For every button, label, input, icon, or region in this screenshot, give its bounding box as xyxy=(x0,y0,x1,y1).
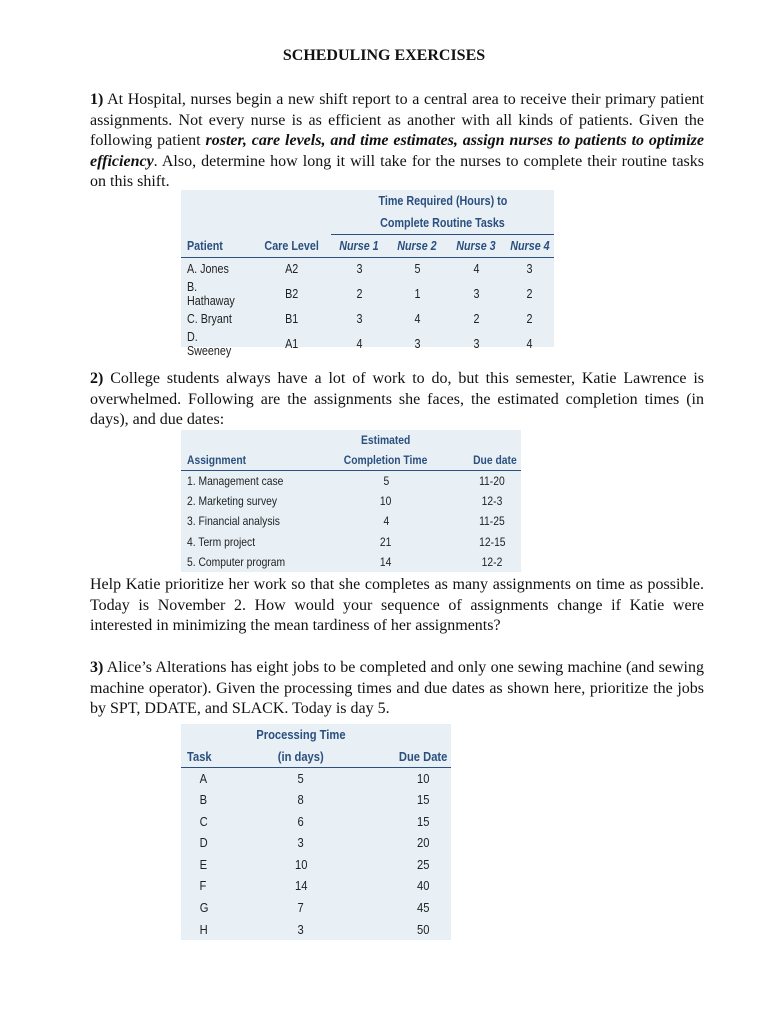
table-row xyxy=(181,854,451,876)
table-row xyxy=(181,875,451,897)
table-cell: 3. Financial analysis xyxy=(187,514,280,529)
table-cell: 21 xyxy=(380,534,392,549)
group-header: Complete Routine Tasks xyxy=(380,216,505,231)
table-cell: B1 xyxy=(285,311,299,326)
assignment-table xyxy=(181,430,521,572)
table-cell: 3 xyxy=(526,261,533,276)
table-cell: 3 xyxy=(356,311,362,326)
table-cell: 2 xyxy=(526,311,533,326)
column-header: Due date xyxy=(473,453,517,468)
column-header: Nurse 4 xyxy=(509,238,550,253)
column-header: Care Level xyxy=(264,238,320,253)
table-row xyxy=(181,810,451,832)
column-header: Estimated xyxy=(361,433,411,448)
table-cell: 4 xyxy=(414,311,420,326)
table-cell: 45 xyxy=(417,900,430,916)
table-cell: B xyxy=(199,792,208,808)
page-title: SCHEDULING EXERCISES xyxy=(282,47,486,64)
table-row xyxy=(181,511,521,531)
question-2 xyxy=(90,369,704,431)
table-cell: 2 xyxy=(473,311,479,326)
table-cell: 1 xyxy=(414,286,420,301)
table-cell: 10 xyxy=(380,494,392,509)
table-cell: G xyxy=(199,900,209,916)
question-text: Alice’s Alterations has eight jobs to be completed and only one sewing machine (and sewing machine operator). Given the processing times and due dates as shown here, prioritize the jobs by SPT, DDATE, and SLACK. Today is day 5. xyxy=(90,659,704,718)
table-cell: 25 xyxy=(417,856,430,872)
table-cell: 11-25 xyxy=(479,514,505,529)
question-number: 3) xyxy=(90,659,104,676)
column-header: Assignment xyxy=(187,453,247,468)
question-2-followup: Help Katie prioritize her work so that she completes as many assignments on time as possible. Today is November 2. How would your sequence of assignments change if Katie were interested in minimizing the mean tardiness of her assignments? xyxy=(90,576,704,635)
question-emphasis: roster, care levels, and time estimates, assign nurses to patients to optimize efficiency xyxy=(90,132,705,170)
group-header: Time Required (Hours) to xyxy=(378,194,507,209)
table-cell: A2 xyxy=(285,261,299,276)
table-cell: 20 xyxy=(417,835,430,851)
table-row xyxy=(181,308,554,330)
column-header: Nurse 2 xyxy=(397,238,437,253)
question-number: 1) xyxy=(90,91,104,108)
question-3 xyxy=(90,658,704,720)
column-header: Completion Time xyxy=(344,453,428,468)
table-cell: 7 xyxy=(297,900,305,916)
table-cell: 4 xyxy=(356,336,362,351)
table-cell: 4 xyxy=(383,514,389,529)
question-1 xyxy=(90,90,704,193)
table-cell: 8 xyxy=(297,792,305,808)
column-header: Task xyxy=(187,748,212,764)
table-cell: A. Jones xyxy=(187,261,229,276)
table-cell: 5. Computer program xyxy=(187,554,286,569)
table-cell: 5 xyxy=(383,473,389,488)
table-cell: 14 xyxy=(380,554,392,569)
jobs-table xyxy=(181,724,451,940)
table-row xyxy=(181,491,521,511)
table-cell: B. Hathaway xyxy=(187,279,235,308)
table-cell: 2 xyxy=(356,286,362,301)
table-cell: 3 xyxy=(414,336,420,351)
table-cell: 15 xyxy=(417,813,430,829)
table-cell: C. Bryant xyxy=(187,311,232,326)
table-cell: D. Sweeney xyxy=(187,329,232,358)
table-cell: 50 xyxy=(417,921,430,937)
question-text: . Also, determine how long it will take for the nurses to complete their routine tasks on this shift. xyxy=(90,152,704,191)
table-cell: 15 xyxy=(417,792,430,808)
table-cell: 12-15 xyxy=(478,534,506,549)
table-cell: 2. Marketing survey xyxy=(187,494,278,509)
table-cell: H xyxy=(199,921,208,937)
table-cell: D xyxy=(199,835,208,851)
table-cell: 4 xyxy=(526,336,533,351)
table-row xyxy=(181,832,451,854)
table-row xyxy=(181,257,554,279)
table-row xyxy=(181,280,554,308)
column-header: Due Date xyxy=(398,748,447,764)
table-cell: 3 xyxy=(297,921,305,937)
table-cell: 11-20 xyxy=(479,473,505,488)
question-text: At Hospital, nurses begin a new shift report to a central area to receive their primary patient assignments. Not every nurse is as efficient as another with all kinds of patients. Given the following patient xyxy=(90,91,704,150)
table-cell: 10 xyxy=(417,770,430,786)
table-cell: 5 xyxy=(297,770,305,786)
table-cell: F xyxy=(199,878,207,894)
nurse-table xyxy=(181,190,554,358)
table-cell: 12-3 xyxy=(481,494,503,509)
table-cell: 10 xyxy=(294,856,308,872)
table-cell: 12-2 xyxy=(481,554,503,569)
table-cell: 1. Management case xyxy=(187,473,284,488)
table-row xyxy=(181,767,451,789)
table-cell: 6 xyxy=(297,813,305,829)
table-cell: E xyxy=(199,856,208,872)
column-header: Processing Time xyxy=(256,727,346,743)
table-cell: A xyxy=(199,770,208,786)
table-row xyxy=(181,330,554,358)
table-row xyxy=(181,531,521,551)
table-cell: 5 xyxy=(414,261,420,276)
table-row xyxy=(181,897,451,919)
column-header: Patient xyxy=(187,238,223,253)
table-cell: 3 xyxy=(473,336,479,351)
column-header: Nurse 1 xyxy=(339,238,379,253)
table-cell: 3 xyxy=(473,286,479,301)
column-header: (in days) xyxy=(278,748,324,764)
table-cell: A1 xyxy=(285,336,299,351)
question-text: College students always have a lot of work to do, but this semester, Katie Lawrence is overwhelmed. Following are the assignments she faces, the estimated completion times (in days), and due dates: xyxy=(90,370,704,429)
table-cell: 2 xyxy=(526,286,533,301)
table-cell: B2 xyxy=(285,286,299,301)
table-row xyxy=(181,471,521,491)
table-row xyxy=(181,918,451,940)
table-cell: 4 xyxy=(473,261,479,276)
table-row xyxy=(181,789,451,811)
question-number: 2) xyxy=(90,370,104,387)
table-cell: 4. Term project xyxy=(187,534,256,549)
table-cell: 3 xyxy=(356,261,362,276)
table-row xyxy=(181,552,521,572)
table-cell: 14 xyxy=(294,878,308,894)
column-header: Nurse 3 xyxy=(456,238,496,253)
table-cell: 3 xyxy=(297,835,305,851)
table-cell: 40 xyxy=(417,878,430,894)
table-cell: C xyxy=(199,813,208,829)
